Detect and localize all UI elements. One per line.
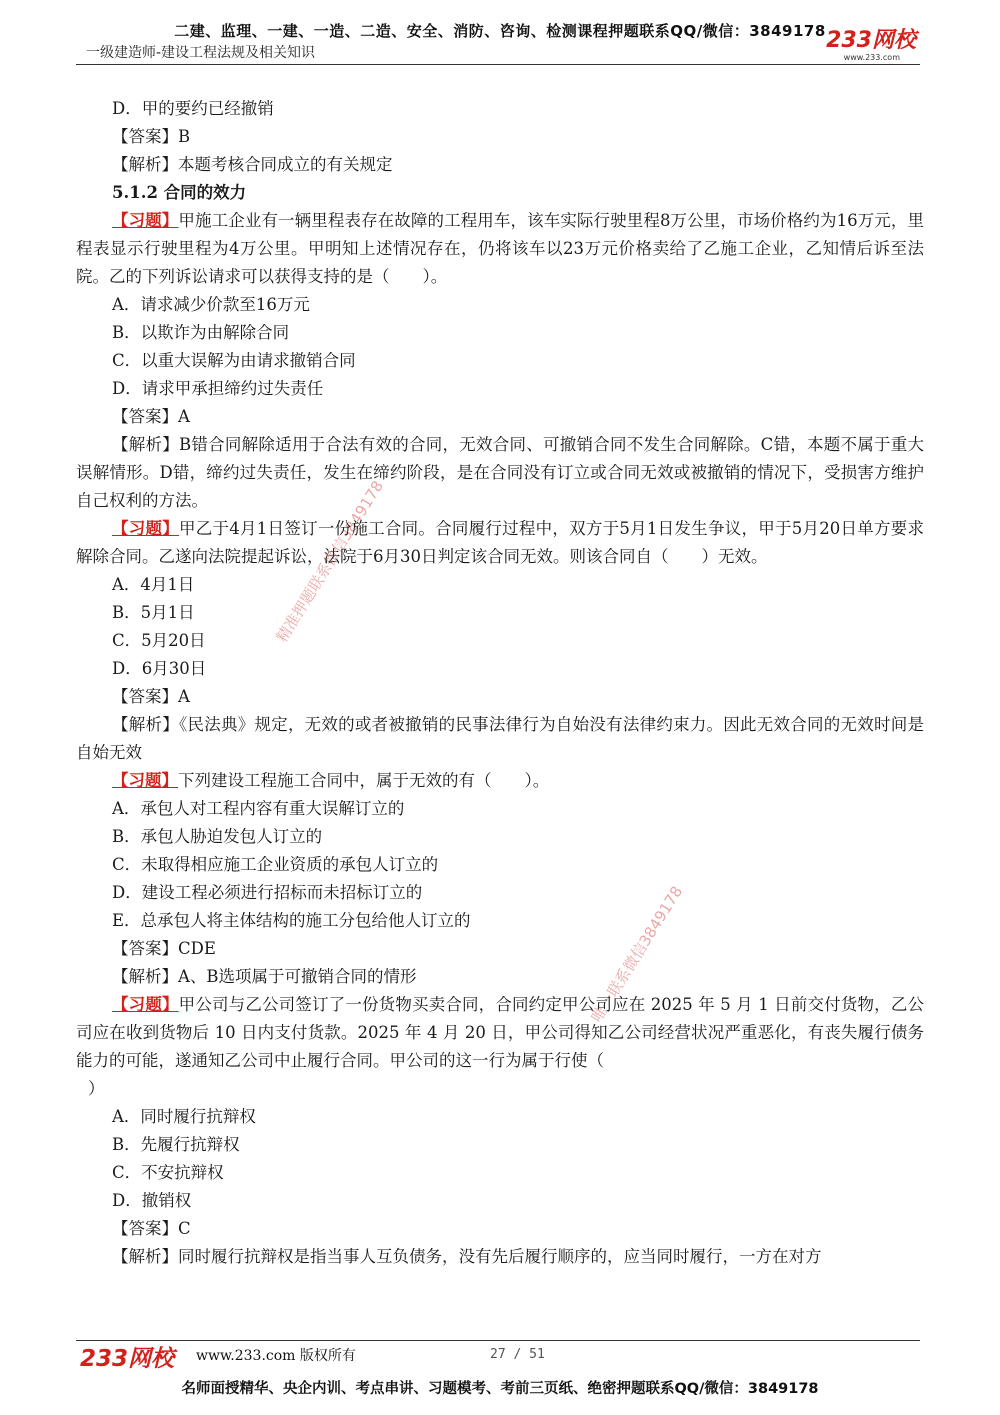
footer-divider	[76, 1340, 920, 1341]
document-subtitle: 一级建造师-建设工程法规及相关知识	[86, 45, 316, 61]
brand-url: www.233.com	[843, 53, 900, 62]
q1-option: A．请求减少价款至16万元	[112, 295, 310, 314]
question-4-stem: 【习题】甲公司与乙公司签订了一份货物买卖合同，合同约定甲公司应在 2025 年 5 月 1 日前交付货物，乙公司应在收到货物后 10 日内支付货款。2025 年 4 月 20 日，甲公司得知乙公司经营状况严重恶化，有丧失履行债务能力的可能，遂通知乙公司中止履行合同。甲公司的这一行为属于行使（	[76, 995, 924, 1070]
exercise-tag: 【习题】	[112, 519, 180, 538]
watermark-2: 唯一联系微信3849178	[587, 883, 687, 1026]
exercise-tag: 【习题】	[112, 771, 178, 790]
q3-option: E．总承包人将主体结构的施工分包给他人订立的	[112, 911, 471, 930]
page-number: 27 / 51	[490, 1347, 545, 1362]
question-3-stem: 【习题】下列建设工程施工合同中，属于无效的有（ ）。	[112, 771, 550, 790]
watermark-1: 精准押题联系微信3849178	[272, 477, 388, 646]
q3-option: A．承包人对工程内容有重大误解订立的	[112, 799, 405, 818]
q1-answer: 【答案】A	[112, 407, 190, 426]
q1-option: B．以欺诈为由解除合同	[112, 323, 290, 342]
q2-option: A．4月1日	[112, 575, 195, 594]
prev-analysis: 【解析】本题考核合同成立的有关规定	[112, 155, 393, 174]
q1-option: D．请求甲承担缔约过失责任	[112, 379, 324, 398]
q2-option: D．6月30日	[112, 659, 207, 678]
header-divider	[76, 64, 920, 65]
q4-analysis: 【解析】同时履行抗辩权是指当事人互负债务，没有先后履行顺序的，应当同时履行，一方在对方	[112, 1247, 822, 1266]
q4-stem-tail: ）	[88, 1079, 105, 1098]
footer-copyright: www.233.com 版权所有	[196, 1348, 356, 1364]
q4-option: D．撤销权	[112, 1191, 192, 1210]
q4-option: C．不安抗辩权	[112, 1163, 224, 1182]
q2-option: B．5月1日	[112, 603, 195, 622]
q1-analysis: 【解析】B错合同解除适用于合法有效的合同，无效合同、可撤销合同不发生合同解除。C错，本题不属于重大误解情形。D错，缔约过失责任，发生在缔约阶段，是在合同没有订立或合同无效或被撤销的情况下，受损害方维护自己权利的方法。	[76, 435, 924, 510]
q3-option: D．建设工程必须进行招标而未招标订立的	[112, 883, 423, 902]
q4-option: A．同时履行抗辩权	[112, 1107, 256, 1126]
top-banner: 二建、监理、一建、一造、二造、安全、消防、咨询、检测课程押题联系QQ/微信：3849178	[174, 22, 826, 40]
exercise-tag: 【习题】	[112, 211, 179, 230]
prev-answer: 【答案】B	[112, 127, 191, 146]
q3-option: C．未取得相应施工企业资质的承包人订立的	[112, 855, 439, 874]
q2-answer: 【答案】A	[112, 687, 190, 706]
q4-answer: 【答案】C	[112, 1219, 191, 1238]
question-2-stem: 【习题】甲乙于4月1日签订一份施工合同。合同履行过程中，双方于5月1日发生争议，甲于5月20日单方要求解除合同。乙遂向法院提起诉讼，法院于6月30日判定该合同无效。则该合同自（ ）无效。	[76, 519, 924, 566]
q3-answer: 【答案】CDE	[112, 939, 216, 958]
question-1-stem: 【习题】甲施工企业有一辆里程表存在故障的工程用车，该车实际行驶里程8万公里，市场价格约为16万元，里程表显示行驶里程为4万公里。甲明知上述情况存在，仍将该车以23万元价格卖给了乙施工企业，乙知情后诉至法院。乙的下列诉讼请求可以获得支持的是（ ）。	[76, 211, 924, 286]
section-heading: 5.1.2 合同的效力	[112, 183, 247, 202]
q2-analysis: 【解析】《民法典》规定，无效的或者被撤销的民事法律行为自始没有法律约束力。因此无效合同的无效时间是自始无效	[76, 715, 924, 762]
footer-logo[interactable]: 233网校	[80, 1346, 175, 1372]
q2-option: C．5月20日	[112, 631, 206, 650]
page-content	[76, 95, 924, 1271]
q3-option: B．承包人胁迫发包人订立的	[112, 827, 323, 846]
brand-logo[interactable]: 233网校	[826, 28, 916, 53]
q3-analysis: 【解析】A、B选项属于可撤销合同的情形	[112, 967, 417, 986]
q4-option: B．先履行抗辩权	[112, 1135, 240, 1154]
q1-option: C．以重大误解为由请求撤销合同	[112, 351, 356, 370]
prev-option-d: D．甲的要约已经撤销	[112, 99, 274, 118]
exercise-tag: 【习题】	[112, 995, 179, 1014]
bottom-banner: 名师面授精华、央企内训、考点串讲、习题模考、考前三页纸、绝密押题联系QQ/微信：3849178	[181, 1381, 819, 1397]
